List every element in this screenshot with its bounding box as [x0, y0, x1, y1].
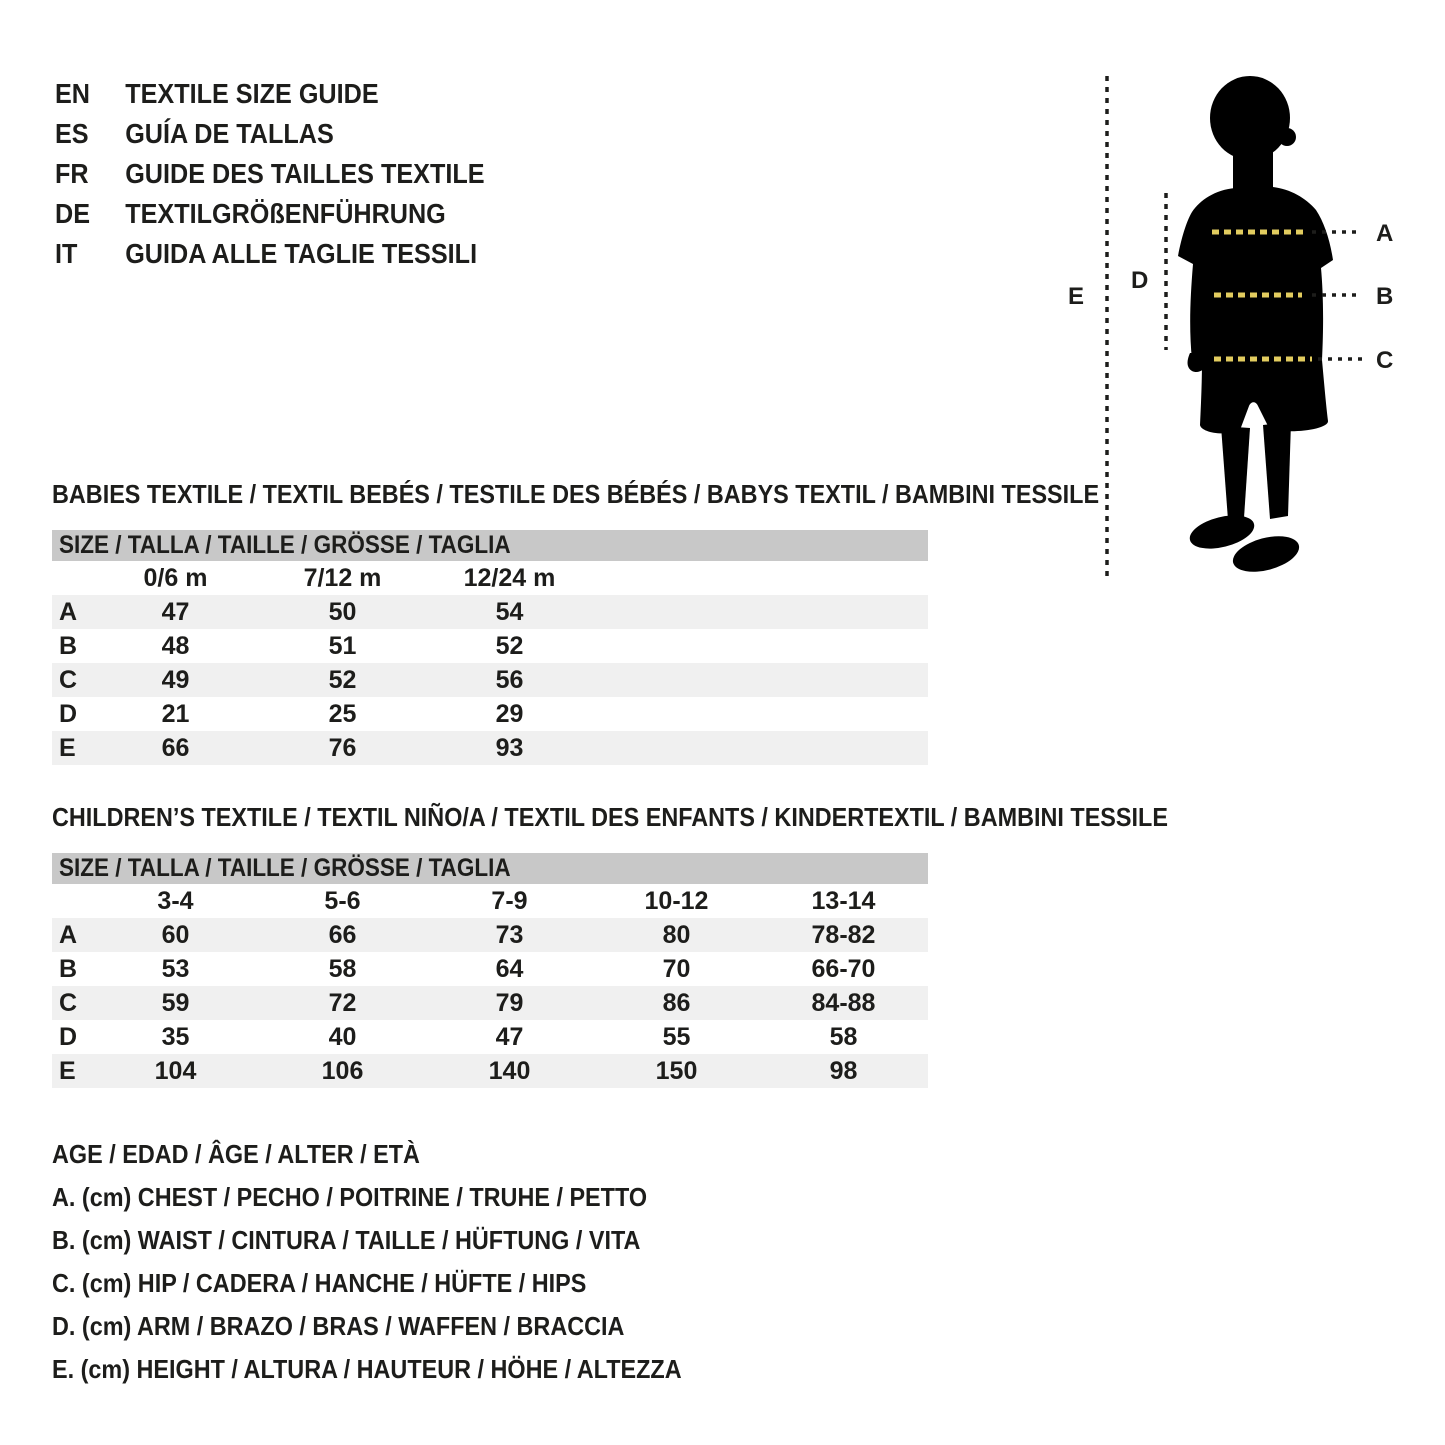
- babies-row-A-val-2: 54: [495, 597, 524, 626]
- babies-col-7-12m: 7/12 m: [303, 563, 382, 592]
- children-row-A-label: A: [59, 920, 78, 949]
- children-row-D-val-4: 58: [829, 1022, 858, 1051]
- children-col-10-12: 10-12: [644, 886, 709, 915]
- children-row-C-val-4: 84-88: [811, 988, 876, 1017]
- lang-code-fr: FR: [55, 158, 89, 189]
- children-row-D-val-1: 40: [328, 1022, 357, 1051]
- silhouette-right-leg: [1263, 422, 1291, 519]
- babies-row-C-val-1: 52: [328, 665, 357, 694]
- babies-row-D-val-1: 25: [328, 699, 357, 728]
- silhouette-neck: [1233, 132, 1273, 190]
- children-row-C-label: C: [59, 988, 78, 1017]
- children-row-E-val-0: 104: [154, 1056, 197, 1085]
- children-row-E-label: E: [59, 1056, 76, 1085]
- children-row-D-val-0: 35: [161, 1022, 190, 1051]
- babies-columns-row: [52, 561, 928, 595]
- children-row-B-label: B: [59, 954, 78, 983]
- lang-title-es: GUÍA DE TALLAS: [125, 118, 334, 149]
- hip-label-C: C: [1376, 347, 1394, 374]
- lang-title-en: TEXTILE SIZE GUIDE: [125, 78, 379, 109]
- children-row-C: [52, 986, 928, 1020]
- babies-row-C-val-2: 56: [495, 665, 524, 694]
- children-col-7-9: 7-9: [491, 886, 528, 915]
- legend-height-line: E. (cm) HEIGHT / ALTURA / HAUTEUR / HÖHE / ALTEZZA: [52, 1354, 682, 1384]
- lang-code-en: EN: [55, 78, 91, 109]
- children-row-B-val-4: 66-70: [811, 954, 876, 983]
- children-row-D-val-2: 47: [495, 1022, 524, 1051]
- children-row-E-val-4: 98: [829, 1056, 858, 1085]
- legend-hip-line: C. (cm) HIP / CADERA / HANCHE / HÜFTE / HIPS: [52, 1268, 587, 1298]
- babies-table-title: BABIES TEXTILE / TEXTIL BEBÉS / TESTILE DES BÉBÉS / BABYS TEXTIL / BAMBINI TESSILE: [52, 479, 1100, 509]
- measurement-legend: [52, 1133, 752, 1391]
- silhouette-shirt: [1178, 187, 1333, 370]
- children-col-5-6: 5-6: [324, 886, 361, 915]
- children-row-A-val-4: 78-82: [811, 920, 876, 949]
- babies-size-table: [52, 530, 928, 765]
- silhouette-left-leg: [1221, 426, 1250, 520]
- children-row-E-val-2: 140: [488, 1056, 531, 1085]
- children-row-A-val-2: 73: [495, 920, 524, 949]
- children-row-D-label: D: [59, 1022, 78, 1051]
- babies-row-D: [52, 697, 928, 731]
- babies-row-D-val-0: 21: [161, 699, 190, 728]
- babies-row-E-label: E: [59, 733, 76, 762]
- children-row-E: [52, 1054, 928, 1088]
- children-size-table: [52, 853, 928, 1088]
- children-row-C-val-1: 72: [328, 988, 357, 1017]
- babies-row-B-val-2: 52: [495, 631, 524, 660]
- legend-chest-line: A. (cm) CHEST / PECHO / POITRINE / TRUHE / PETTO: [52, 1182, 648, 1212]
- babies-row-E-val-1: 76: [328, 733, 357, 762]
- lang-code-de: DE: [55, 198, 91, 229]
- babies-row-A: [52, 595, 928, 629]
- children-row-D-val-3: 55: [662, 1022, 691, 1051]
- babies-row-B-val-1: 51: [328, 631, 357, 660]
- child-measurement-figure: [1040, 60, 1445, 600]
- babies-size-header-text: SIZE / TALLA / TAILLE / GRÖSSE / TAGLIA: [59, 531, 511, 559]
- legend-arm-line: D. (cm) ARM / BRAZO / BRAS / WAFFEN / BRACCIA: [52, 1311, 625, 1341]
- children-row-C-val-2: 79: [495, 988, 524, 1017]
- children-row-A-val-0: 60: [161, 920, 190, 949]
- lang-title-de: TEXTILGRÖßENFÜHRUNG: [125, 198, 446, 229]
- children-size-header-text: SIZE / TALLA / TAILLE / GRÖSSE / TAGLIA: [59, 854, 511, 882]
- lang-title-fr: GUIDE DES TAILLES TEXTILE: [125, 158, 485, 189]
- children-size-header-bar: [52, 853, 928, 884]
- children-row-B-val-3: 70: [662, 954, 691, 983]
- children-row-B: [52, 952, 928, 986]
- lang-code-it: IT: [55, 238, 78, 269]
- babies-col-12-24m: 12/24 m: [463, 563, 556, 592]
- silhouette-ear: [1278, 128, 1296, 146]
- children-columns-row: [52, 884, 928, 918]
- babies-row-D-label: D: [59, 699, 78, 728]
- language-title-block: [55, 74, 532, 274]
- babies-row-A-val-1: 50: [328, 597, 357, 626]
- legend-age-line: AGE / EDAD / ÂGE / ALTER / ETÀ: [52, 1139, 420, 1169]
- babies-row-C: [52, 663, 928, 697]
- children-row-E-val-1: 106: [321, 1056, 364, 1085]
- babies-row-E-val-0: 66: [161, 733, 190, 762]
- children-row-C-val-0: 59: [161, 988, 190, 1017]
- babies-row-B-label: B: [59, 631, 78, 660]
- chest-label-A: A: [1376, 220, 1394, 247]
- children-row-B-val-2: 64: [495, 954, 524, 983]
- waist-label-B: B: [1376, 283, 1394, 310]
- children-col-3-4: 3-4: [157, 886, 194, 915]
- babies-row-E: [52, 731, 928, 765]
- babies-row-C-val-0: 49: [161, 665, 190, 694]
- babies-row-A-label: A: [59, 597, 78, 626]
- children-row-D: [52, 1020, 928, 1054]
- children-table-title: CHILDREN’S TEXTILE / TEXTIL NIÑO/A / TEXTIL DES ENFANTS / KINDERTEXTIL / BAMBINI TESSILE: [52, 802, 1168, 832]
- children-row-A: [52, 918, 928, 952]
- children-row-A-val-3: 80: [662, 920, 691, 949]
- arm-label-D: D: [1131, 267, 1149, 294]
- babies-row-D-val-2: 29: [495, 699, 524, 728]
- height-label-E: E: [1068, 283, 1085, 310]
- lang-code-es: ES: [55, 118, 89, 149]
- legend-waist-line: B. (cm) WAIST / CINTURA / TAILLE / HÜFTUNG / VITA: [52, 1225, 641, 1255]
- babies-size-header-bar: [52, 530, 928, 561]
- silhouette-shorts: [1200, 360, 1328, 433]
- children-row-E-val-3: 150: [655, 1056, 698, 1085]
- children-row-B-val-0: 53: [161, 954, 190, 983]
- children-col-13-14: 13-14: [811, 886, 876, 915]
- children-row-A-val-1: 66: [328, 920, 357, 949]
- babies-row-B-val-0: 48: [161, 631, 190, 660]
- babies-row-E-val-2: 93: [495, 733, 524, 762]
- babies-row-C-label: C: [59, 665, 78, 694]
- children-row-C-val-3: 86: [662, 988, 691, 1017]
- babies-row-B: [52, 629, 928, 663]
- children-row-B-val-1: 58: [328, 954, 357, 983]
- babies-col-0-6m: 0/6 m: [143, 563, 208, 592]
- lang-title-it: GUIDA ALLE TAGLIE TESSILI: [125, 238, 478, 269]
- babies-row-A-val-0: 47: [161, 597, 190, 626]
